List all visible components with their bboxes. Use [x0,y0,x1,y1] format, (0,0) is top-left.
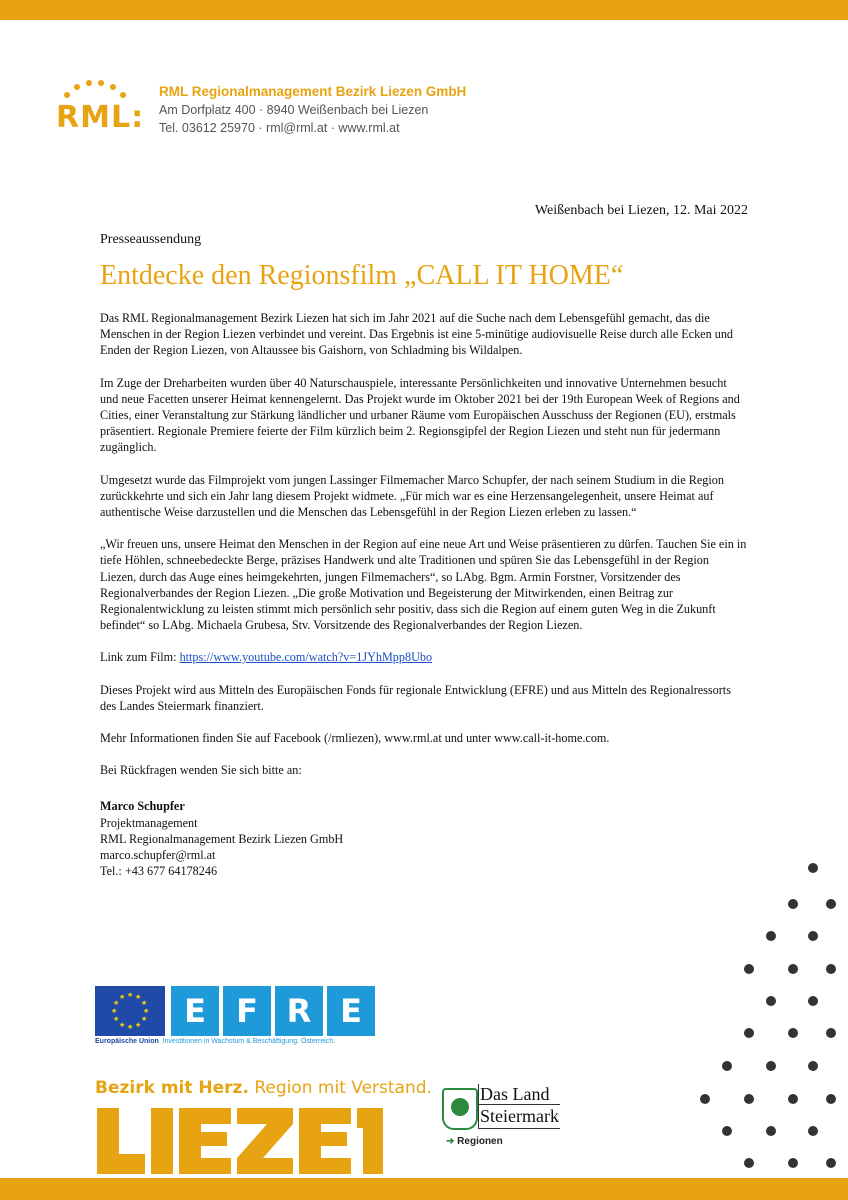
efre-letter-r: R [275,986,323,1036]
film-link[interactable]: https://www.youtube.com/watch?v=1JYhMpp8Ubo [179,650,433,665]
pattern-dot [766,931,776,941]
pattern-dot [808,1126,818,1136]
pattern-dot [826,899,836,909]
paragraph-filmmaker: Umgesetzt wurde das Filmprojekt vom jungen Lassinger Filmemacher Marco Schupfer, der nach seinem Studium in die Region zurückkehrte und sich ein Jahr lang diesem Projekt widmete. „Für mich war es eine Herzensangelegenheit, unsere Heimat auf authentische Weise darzustellen und die Menschen das Lebensgefühl in der Region Liezen erleben zu lassen.“ [100,472,724,520]
contact-org: RML Regionalmanagement Bezirk Liezen GmbH [100,831,344,846]
steiermark-rule-2 [478,1128,560,1129]
pattern-dot [700,1094,710,1104]
pattern-dot [766,996,776,1006]
contact-block [100,798,748,879]
paragraph-intro: Das RML Regionalmanagement Bezirk Liezen hat sich im Jahr 2021 auf die Suche nach dem Lebensgefühl gemacht, das die Menschen in der Region Liezen verbindet und vereint. Das Ergebnis ist eine 5-minütige audiovisuelle Reise durch alle Ecken und Enden der Region Liezen, von Altaussee bis Gaishorn, von Schladming bis Wildalpen. [100,311,734,358]
land-sub [446,1136,503,1147]
steiermark-crest-icon [442,1088,478,1130]
pattern-dot [826,1094,836,1104]
org-name: RML Regionalmanagement Bezirk Liezen GmbH [159,84,467,99]
efre-caption-rest: Investitionen in Wachstum & Beschäftigung. Österreich. [162,1038,336,1045]
org-address: Am Dorfplatz 400 · 8940 Weißenbach bei Liezen [159,103,429,117]
pattern-dot [826,964,836,974]
pattern-dot [766,1126,776,1136]
contact-email: marco.schupfer@rml.at [100,848,216,863]
slogan-rest: Region mit Verstand. [254,1078,432,1098]
pattern-dot [744,1094,754,1104]
pattern-dot [744,964,754,974]
pattern-dot [788,1094,798,1104]
pattern-dot [788,899,798,909]
pattern-dot [788,1158,798,1168]
land-sub-label: Regionen [457,1136,503,1147]
slogan-bold: Bezirk mit Herz. [95,1078,249,1098]
land-line1: Das Land [480,1084,550,1104]
top-accent-bar [0,0,848,20]
arrow-right-icon: ➜ [446,1136,455,1147]
pattern-dot [722,1126,732,1136]
contact-phone: Tel.: +43 677 64178246 [100,864,218,879]
pattern-dot [788,964,798,974]
headline: Entdecke den Regionsfilm „CALL IT HOME“ [100,260,624,291]
org-contact: Tel. 03612 25970 · rml@rml.at · www.rml.at [159,121,400,135]
bottom-accent-bar [0,1178,848,1200]
doc-label: Presseaussendung [100,232,202,247]
pattern-dot [808,996,818,1006]
film-link-label: Link zum Film: [100,650,180,665]
contact-role: Projektmanagement [100,815,198,830]
pattern-dot [744,1028,754,1038]
pattern-dot [744,1158,754,1168]
pattern-dot [826,1028,836,1038]
pattern-dot [826,1158,836,1168]
land-line2: Steiermark [480,1106,559,1126]
steiermark-logo [442,1084,562,1154]
efre-letter-e2: E [327,986,375,1036]
slogan [95,1078,432,1098]
pattern-dot [722,1061,732,1071]
steiermark-frame [478,1084,479,1129]
paragraph-quotes: „Wir freuen uns, unsere Heimat den Menschen in der Region auf eine neue Art und Weise präsentieren zu dürfen. Tauchen Sie ein in tiefe Höhlen, schneebedeckte Berge, präzises Handwerk und alte Traditionen und spüren Sie das Lebensgefühl in der Region Liezen, durch das Auge eines heimgekehrten, jungen Filmemachers“, so LAbg. Bgm. Armin Forstner, Vorsitzender des Regionalverbandes der Region Liezen. „Die große Motivation und Begeisterung der Mitwirkenden, einen Beitrag zur Regionalentwicklung zu leisten stimmt mich persönlich sehr positiv, dass sich die Region auf einem guten Weg in die Zukunft befindet“ so LAbg. Michaela Grubesa, Stv. Vorsitzende des Regionalverbandes der Region Liezen. [100,537,747,633]
film-link-line [100,649,748,665]
eu-flag-icon: ★ ★ ★ ★ ★ ★ ★ ★ ★ ★ ★ ★ [95,986,165,1036]
paragraph-more-info: Mehr Informationen finden Sie auf Facebook (/rmliezen), www.rml.at und unter www.call-it-home.com. [100,731,610,746]
press-body [100,310,748,879]
letterhead [159,83,466,137]
efre-caption-eu: Europäische Union [95,1038,159,1045]
efre-letter-e1: E [171,986,219,1036]
pattern-dot [808,1061,818,1071]
efre-caption [95,1038,335,1045]
steiermark-rule-1 [478,1104,560,1105]
paragraph-inquiries: Bei Rückfragen wenden Sie sich bitte an: [100,763,302,778]
dateline: Weißenbach bei Liezen, 12. Mai 2022 [534,203,748,218]
logo-text: RML: [56,100,145,135]
contact-name: Marco Schupfer [100,799,185,814]
paragraph-funding: Dieses Projekt wird aus Mitteln des Europäischen Fonds für regionale Entwicklung (EFRE) und aus Mitteln des Regionalressorts des Landes Steiermark finanziert. [100,682,731,713]
rml-logo [56,78,145,136]
pattern-dot [766,1061,776,1071]
pattern-dot [808,931,818,941]
liezen-wordmark [95,1104,385,1178]
pattern-dot [788,1028,798,1038]
paragraph-production: Im Zuge der Dreharbeiten wurden über 40 Naturschauspiele, interessante Persönlichkeiten und innovative Unternehmen besucht und neue Facetten unserer Heimat kennengelernt. Das Projekt wurde im Oktober 2021 bei der 19th European Week of Regions and Cities, einer Veranstaltung zur Stärkung ländlicher und urbaner Räume vom Europäischen Ausschuss der Regionen (EU), erstmals präsentiert. Regionale Premiere feierte der Film kürzlich beim 2. Regionsgipfel der Region Liezen und steht nun für jedermann zugänglich. [100,375,740,455]
pattern-dot [808,863,818,873]
efre-letter-f: F [223,986,271,1036]
